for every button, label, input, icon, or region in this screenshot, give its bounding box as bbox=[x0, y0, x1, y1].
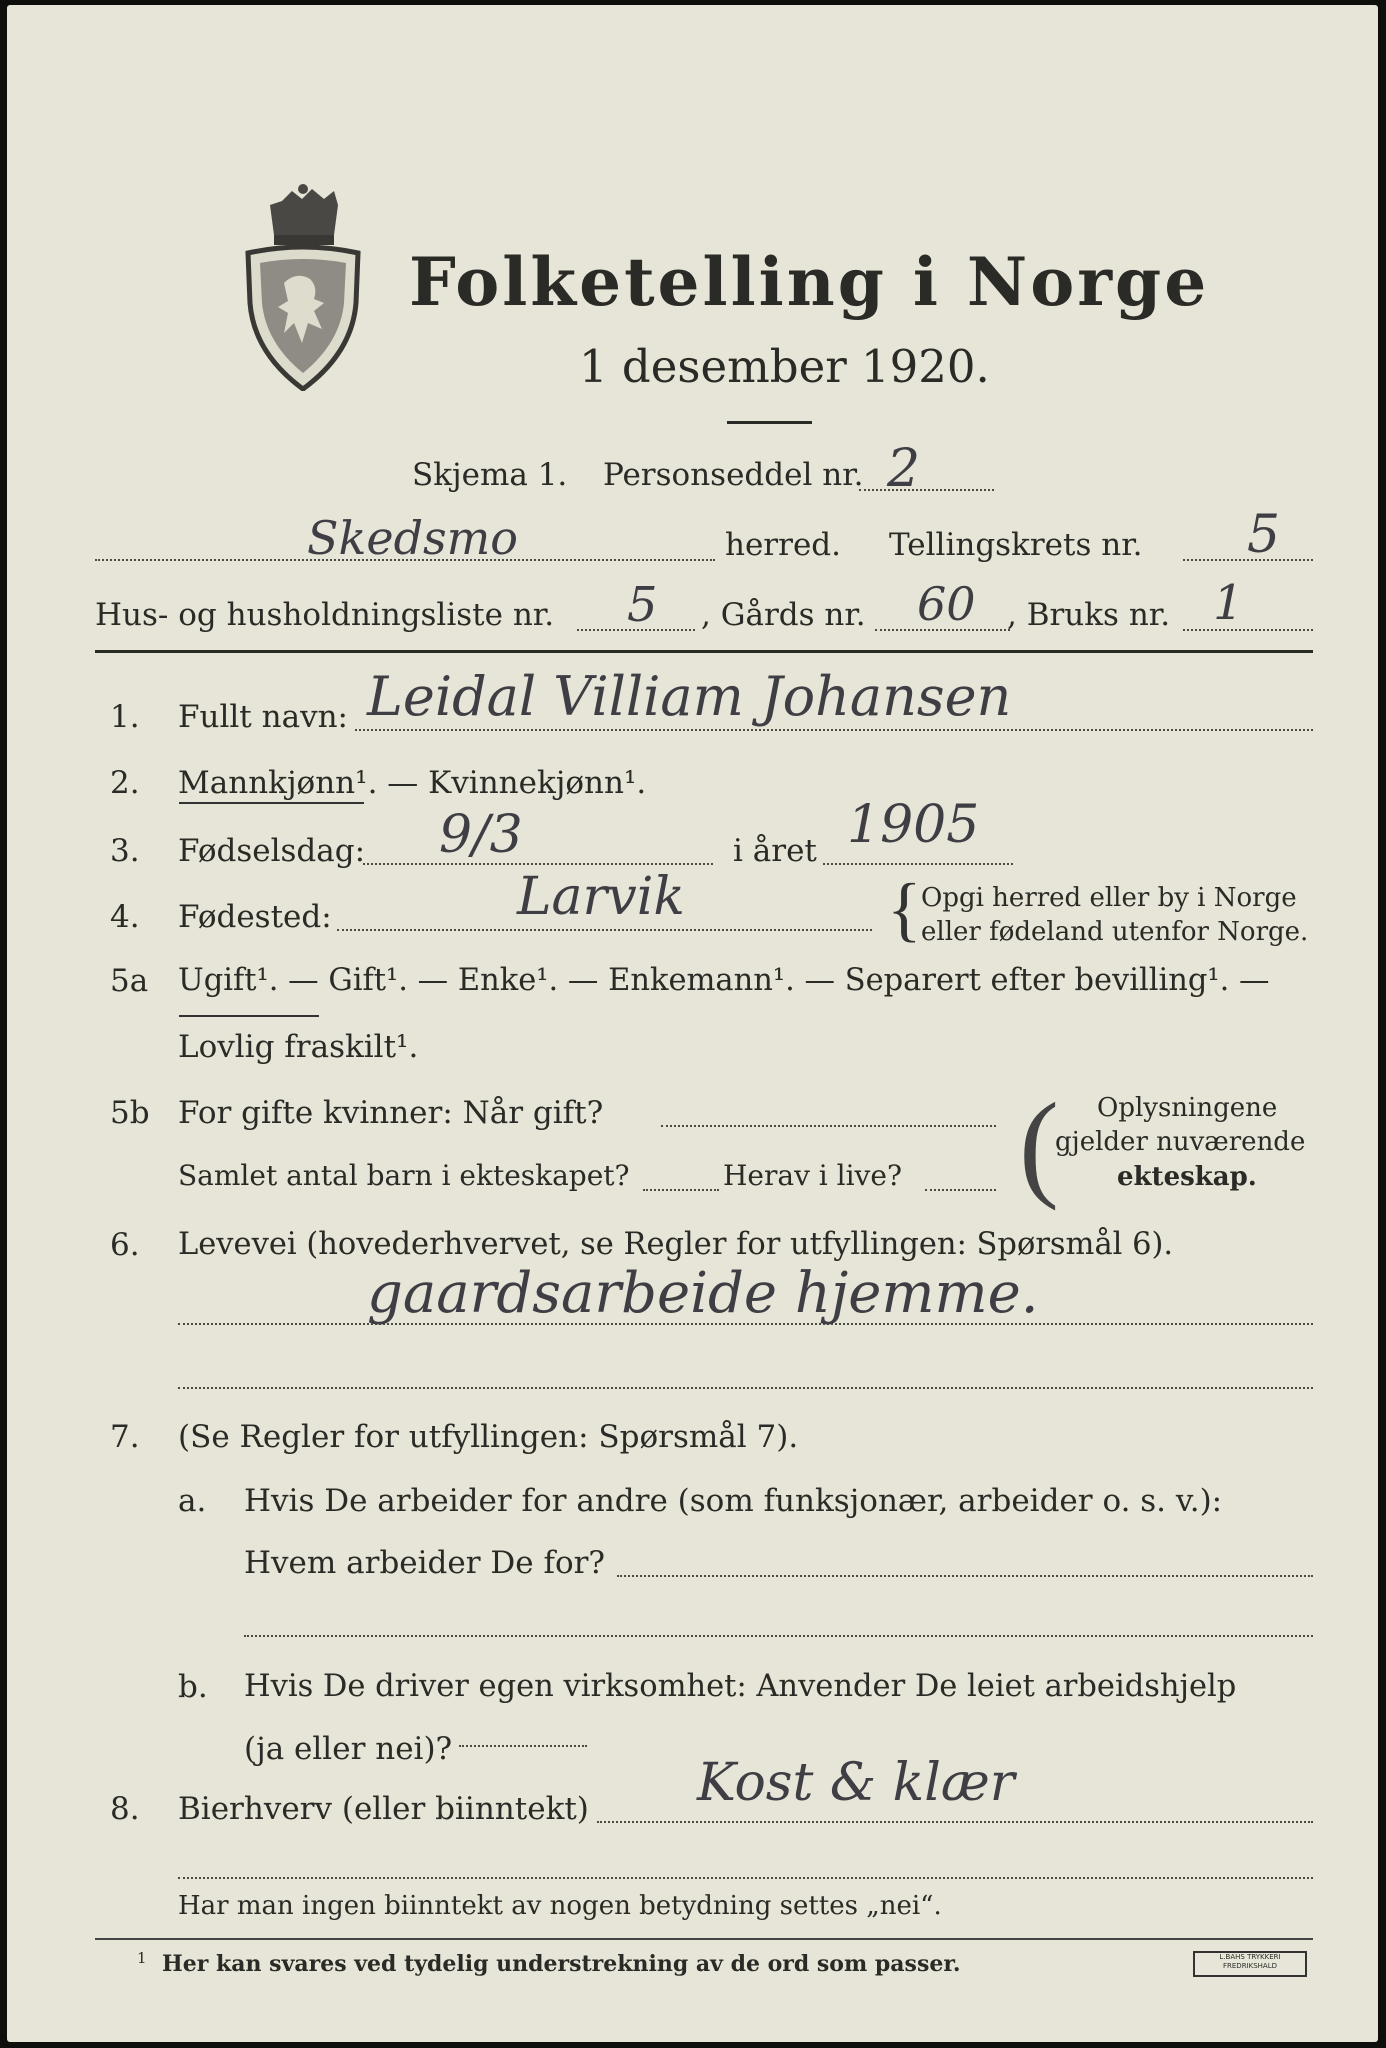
q5b-note1: Oplysningene bbox=[1097, 1093, 1278, 1123]
q5a-underline bbox=[179, 1015, 319, 1017]
census-date: 1 desember 1920. bbox=[579, 340, 990, 393]
q4-label: Fødested: bbox=[178, 899, 332, 935]
q4-number: 4. bbox=[110, 899, 140, 935]
q8-fill-line-1 bbox=[597, 1821, 1313, 1823]
skjema-label: Skjema 1. bbox=[412, 457, 568, 493]
q5b-children-fill-line bbox=[643, 1189, 719, 1191]
q3-number: 3. bbox=[110, 833, 140, 869]
printer-stamp bbox=[1193, 1951, 1307, 1977]
q3-label: Fødselsdag: bbox=[178, 833, 366, 869]
q2-label: Mannkjønn¹. — Kvinnekjønn¹. bbox=[178, 765, 647, 801]
q3-day-fill-line bbox=[363, 863, 713, 865]
q5a-line1: Ugift¹. — Gift¹. — Enke¹. — Enkemann¹. — Separert efter bevilling¹. — bbox=[178, 963, 1270, 998]
q2-underline bbox=[179, 802, 364, 804]
q3-day-value: 9/3 bbox=[439, 805, 523, 865]
q5b-number: 5b bbox=[110, 1095, 150, 1131]
q6-number: 6. bbox=[110, 1227, 140, 1263]
q5b-married-fill-line bbox=[661, 1125, 996, 1127]
q7b-letter: b. bbox=[178, 1669, 208, 1705]
q7a-line1: Hvis De arbeider for andre (som funksjonær, arbeider o. s. v.): bbox=[244, 1483, 1223, 1519]
herred-value: Skedsmo bbox=[307, 511, 518, 565]
q6-label: Levevei (hovederhvervet, se Regler for utfyllingen: Spørsmål 6). bbox=[178, 1227, 1174, 1262]
gards-label: , Gårds nr. bbox=[701, 597, 866, 633]
q8-bierhverv-value: Kost & klær bbox=[697, 1753, 1015, 1813]
q7-number: 7. bbox=[110, 1419, 140, 1455]
q8-number: 8. bbox=[110, 1791, 140, 1827]
census-form bbox=[7, 5, 1378, 2042]
q8-fill-line-2 bbox=[178, 1877, 1313, 1879]
q5a-line2: Lovlig fraskilt¹. bbox=[178, 1029, 419, 1065]
q6-occupation-value: gaardsarbeide hjemme. bbox=[367, 1261, 1039, 1326]
q1-label: Fullt navn: bbox=[178, 699, 348, 735]
q8-label: Bierhverv (eller biinntekt) bbox=[178, 1791, 589, 1827]
header-divider bbox=[95, 650, 1313, 653]
footnote-rule bbox=[95, 1938, 1313, 1940]
q5b-note-brace: ( bbox=[1019, 1078, 1059, 1211]
q7-label: (Se Regler for utfyllingen: Spørsmål 7). bbox=[178, 1419, 799, 1455]
q2-number: 2. bbox=[110, 765, 140, 801]
q7a-line2: Hvem arbeider De for? bbox=[244, 1545, 606, 1581]
form-title: Folketelling i Norge bbox=[409, 243, 1210, 321]
q3-year-fill-line bbox=[823, 863, 1013, 865]
q1-fill-line bbox=[355, 729, 1313, 731]
q5b-note2: gjelder nuværende bbox=[1055, 1127, 1306, 1157]
tellingskrets-label: Tellingskrets nr. bbox=[889, 527, 1143, 563]
q4-note-line2: eller fødeland utenfor Norge. bbox=[921, 917, 1309, 947]
q7b-fill-line bbox=[459, 1745, 587, 1747]
q7a-fill-line-1 bbox=[617, 1575, 1313, 1577]
personseddel-label: Personseddel nr. bbox=[603, 457, 864, 493]
footnote-text: Her kan svares ved tydelig understrekning av de ord som passer. bbox=[162, 1951, 961, 1977]
q4-fill-line bbox=[337, 929, 872, 931]
gards-nr-value: 60 bbox=[917, 577, 976, 631]
personseddel-nr-value: 2 bbox=[887, 439, 921, 499]
q7b-line1: Hvis De driver egen virksomhet: Anvender De leiet arbeidshjelp bbox=[244, 1669, 1237, 1704]
q1-fullname-value: Leidal Villiam Johansen bbox=[367, 665, 1012, 728]
q4-birthplace-value: Larvik bbox=[517, 867, 685, 927]
q5b-alive-fill-line bbox=[925, 1189, 996, 1191]
header-rule bbox=[727, 421, 812, 424]
q7b-line2: (ja eller nei)? bbox=[244, 1731, 453, 1767]
q5b-note3: ekteskap. bbox=[1117, 1162, 1257, 1192]
personseddel-fill-line bbox=[859, 489, 994, 491]
biinntekt-note: Har man ingen biinntekt av nogen betydning settes „nei“. bbox=[178, 1891, 942, 1921]
q3-year-label: i året bbox=[733, 833, 817, 869]
q6-fill-line-2 bbox=[178, 1387, 1313, 1389]
printer-stamp-text: L.BAHS TRYKKERI FREDRIKSHALD bbox=[1219, 1953, 1281, 1970]
bruks-label: , Bruks nr. bbox=[1007, 597, 1171, 633]
q7a-letter: a. bbox=[178, 1483, 207, 1519]
bruks-nr-value: 1 bbox=[1213, 575, 1244, 631]
q5b-line1: For gifte kvinner: Når gift? bbox=[178, 1095, 604, 1131]
q5b-line2a: Samlet antal barn i ekteskapet? bbox=[178, 1159, 630, 1192]
q5a-number: 5a bbox=[110, 963, 149, 999]
husliste-label: Hus- og husholdningsliste nr. bbox=[95, 597, 555, 633]
q3-year-value: 1905 bbox=[847, 795, 980, 855]
herred-label: herred. bbox=[725, 527, 841, 563]
q4-note-line1: Opgi herred eller by i Norge bbox=[921, 883, 1297, 913]
q4-note-brace: { bbox=[887, 869, 922, 949]
husliste-nr-value: 5 bbox=[627, 577, 658, 633]
q1-number: 1. bbox=[110, 699, 140, 735]
q5b-line2b: Herav i live? bbox=[723, 1159, 902, 1192]
tellingskrets-nr-value: 5 bbox=[1247, 505, 1281, 565]
footnote-mark: 1 bbox=[137, 1949, 147, 1967]
q7a-fill-line-2 bbox=[244, 1635, 1313, 1637]
bruks-fill-line bbox=[1183, 629, 1313, 631]
coat-of-arms-icon bbox=[244, 183, 362, 391]
